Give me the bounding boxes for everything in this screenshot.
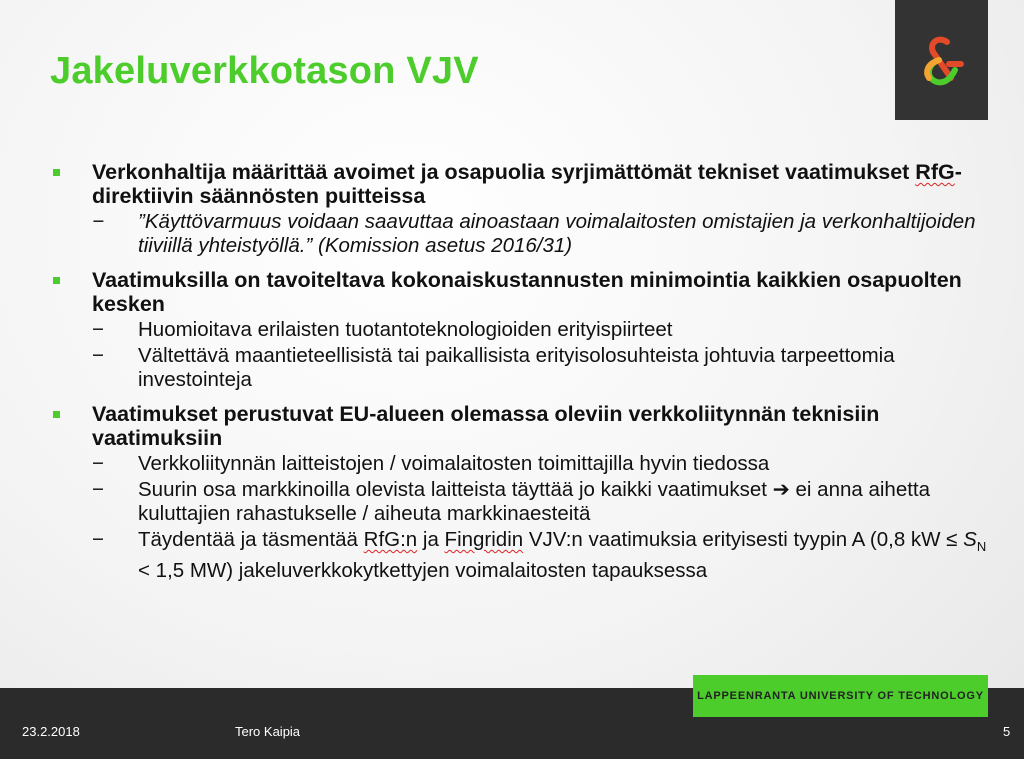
square-bullet-icon <box>53 169 60 176</box>
ampersand-logo-icon <box>917 34 965 88</box>
dash-marker: − <box>92 528 104 551</box>
page-number: 5 <box>1003 724 1011 739</box>
bullet-2-sub-2: − Vältettävä maantieteellisistä tai paikallisista erityisolosuhteista johtuvia tarpeettomia investointeja <box>92 344 895 391</box>
bullet-2-sub-1: − Huomioitava erilaisten tuotantoteknologioiden erityispiirteet <box>92 318 673 341</box>
bullet-3-text: Vaatimukset perustuvat EU-alueen olemassa oleviin verkkoliitynnän teknisiin vaatimuksiin <box>92 402 880 450</box>
footer-date: 23.2.2018 <box>22 724 80 739</box>
footer-author: Tero Kaipia <box>235 724 301 739</box>
bullet-1-sub-1: − ”Käyttövarmuus voidaan saavuttaa ainoastaan voimalaitosten omistajien ja verkonhaltijoiden tiiviillä yhteistyöllä.” (Komission asetus 2016/31) <box>92 210 976 257</box>
bullet-3-sub-2: − Suurin osa markkinoilla olevista laitteista täyttää jo kaikki vaatimukset ➔ ei anna aihetta kuluttajien rahastukselle / aiheuta markkinaesteitä <box>92 478 931 525</box>
slide-title: Jakeluverkkotason VJV <box>50 50 479 92</box>
dash-marker: − <box>92 452 104 475</box>
square-bullet-icon <box>53 411 60 418</box>
bullet-3 <box>50 402 990 583</box>
dash-marker: − <box>92 344 104 367</box>
university-badge: LAPPEENRANTA UNIVERSITY OF TECHNOLOGY <box>693 675 988 717</box>
dash-marker: − <box>92 318 104 341</box>
slide-content <box>50 160 990 589</box>
bullet-3-sub-3: − Täydentää ja täsmentää RfG:n ja Fingridin VJV:n vaatimuksia erityisesti tyypin A (0,8 kW ≤ $S_N < 1,5$ MW) jakeluverkkokytkettyjen voimalaitosten tapauksessa <box>92 528 987 583</box>
bullet-2-text: Vaatimuksilla on tavoiteltava kokonaiskustannusten minimointia kaikkien osapuolten kesken <box>92 268 962 316</box>
dash-marker: − <box>92 478 104 501</box>
dash-marker: − <box>92 210 104 233</box>
bullet-1-text: Verkonhaltija määrittää avoimet ja osapuolia syrjimättömät tekniset vaatimukset RfG-direktiivin säännösten puitteissa <box>92 160 962 208</box>
square-bullet-icon <box>53 277 60 284</box>
bullet-2 <box>50 268 990 392</box>
bullet-1 <box>50 160 990 258</box>
logo-box <box>895 0 988 120</box>
bullet-3-sub-1: − Verkkoliitynnän laitteistojen / voimalaitosten toimittajilla hyvin tiedossa <box>92 452 770 475</box>
